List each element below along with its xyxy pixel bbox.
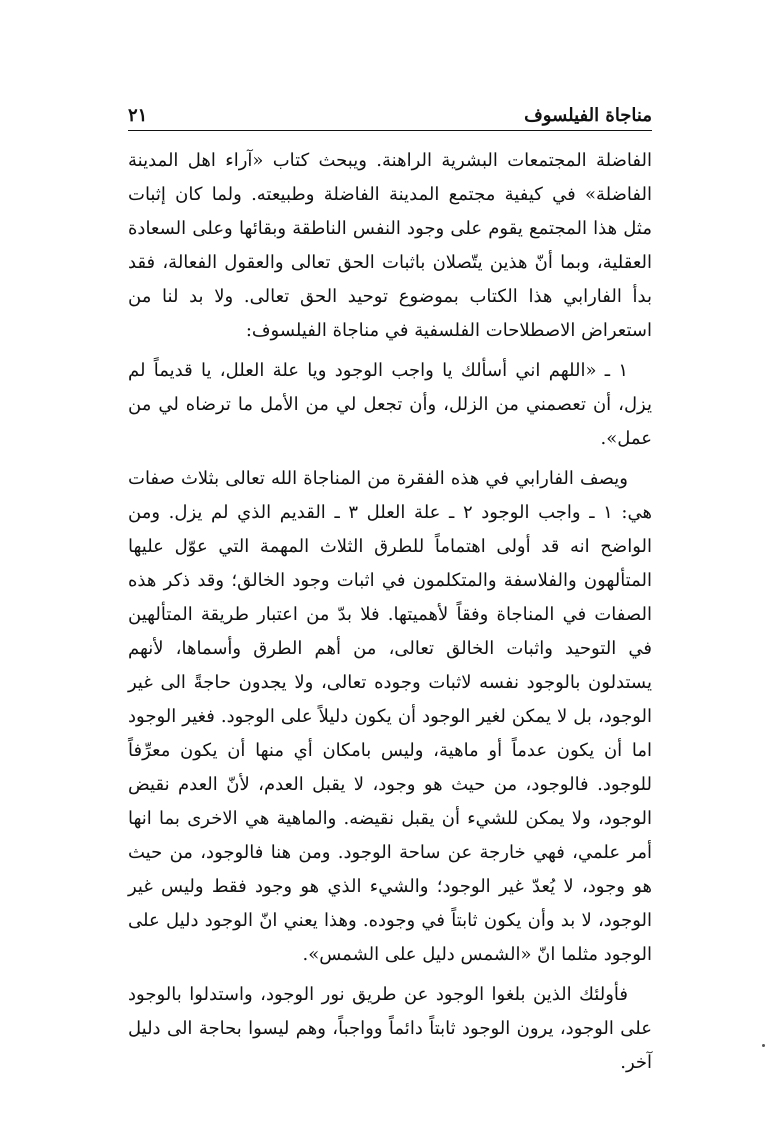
page-header bbox=[128, 96, 652, 131]
paragraph-quote: ١ ـ «اللهم اني أسألك يا واجب الوجود ويا علة العلل، يا قديماً لم يزل، أن تعصمني من الزلل، وأن تجعل لي من الأمل ما ترضاه لي من عمل». bbox=[128, 360, 652, 449]
body-text bbox=[128, 144, 652, 1080]
paragraph: ويصف الفارابي في هذه الفقرة من المناجاة الله تعالى بثلاث صفات هي: ١ ـ واجب الوجود ٢ ـ علة العلل ٣ ـ القديم الذي لم يزل. ومن الواضح انه قد أولى اهتماماً للطرق الثلاث المهمة التي عوّل عليها المتألهون والفلاسفة والمتكلمون في اثبات وجود الخالق؛ وقد ذكر هذه الصفات في المناجاة وفقاً لأهميتها. فلا بدّ من اعتبار طريقة المتألهين في التوحيد واثبات الخالق تعالى، من أهم الطرق وأسماها، لأنهم يستدلون بالوجود نفسه لاثبات وجوده تعالى، ولا يجدون حاجةً الى غير الوجود، بل لا يمكن لغير الوجود أن يكون دليلاً على الوجود. فغير الوجود اما أن يكون عدماً أو ماهية، وليس بامكان أي منها أن يكون معرِّفاً للوجود. فالوجود، من حيث هو وجود، لا يقبل العدم، لأنّ العدم نقيض الوجود، ولا يمكن للشيء أن يقبل نقيضه. والماهية هي الاخرى بما انها أمر علمي، فهي خارجة عن ساحة الوجود. ومن هنا فالوجود، من حيث هو وجود، لا يُعدّ غير الوجود؛ والشيء الذي هو وجود فقط وليس غير الوجود، لا بد وأن يكون ثابتاً في وجوده. وهذا يعني انّ الوجود دليل على الوجود مثلما انّ «الشمس دليل على الشمس». bbox=[128, 468, 652, 965]
page-number: ٢١ bbox=[128, 105, 148, 126]
scan-dot bbox=[762, 1044, 765, 1047]
running-title: مناجاة الفيلسوف bbox=[524, 105, 652, 126]
paragraph: فأولئك الذين بلغوا الوجود عن طريق نور الوجود، واستدلوا بالوجود على الوجود، يرون الوجود ثابتاً دائماً وواجباً، وهم ليسوا بحاجة الى دليل آخر. bbox=[128, 984, 652, 1073]
paragraph: الفاضلة المجتمعات البشرية الراهنة. ويبحث كتاب «آراء اهل المدينة الفاضلة» في كيفية مجتمع المدينة الفاضلة وطبيعته. ولما كان إثبات مثل هذا المجتمع يقوم على وجود النفس الناطقة وبقائها وعلى السعادة العقلية، وبما أنّ هذين يتّصلان باثبات الحق تعالى والعقول الفعالة، فقد بدأ الفارابي هذا الكتاب بموضوع توحيد الحق تعالى. ولا بد لنا من استعراض الاصطلاحات الفلسفية في مناجاة الفيلسوف: bbox=[128, 150, 652, 341]
